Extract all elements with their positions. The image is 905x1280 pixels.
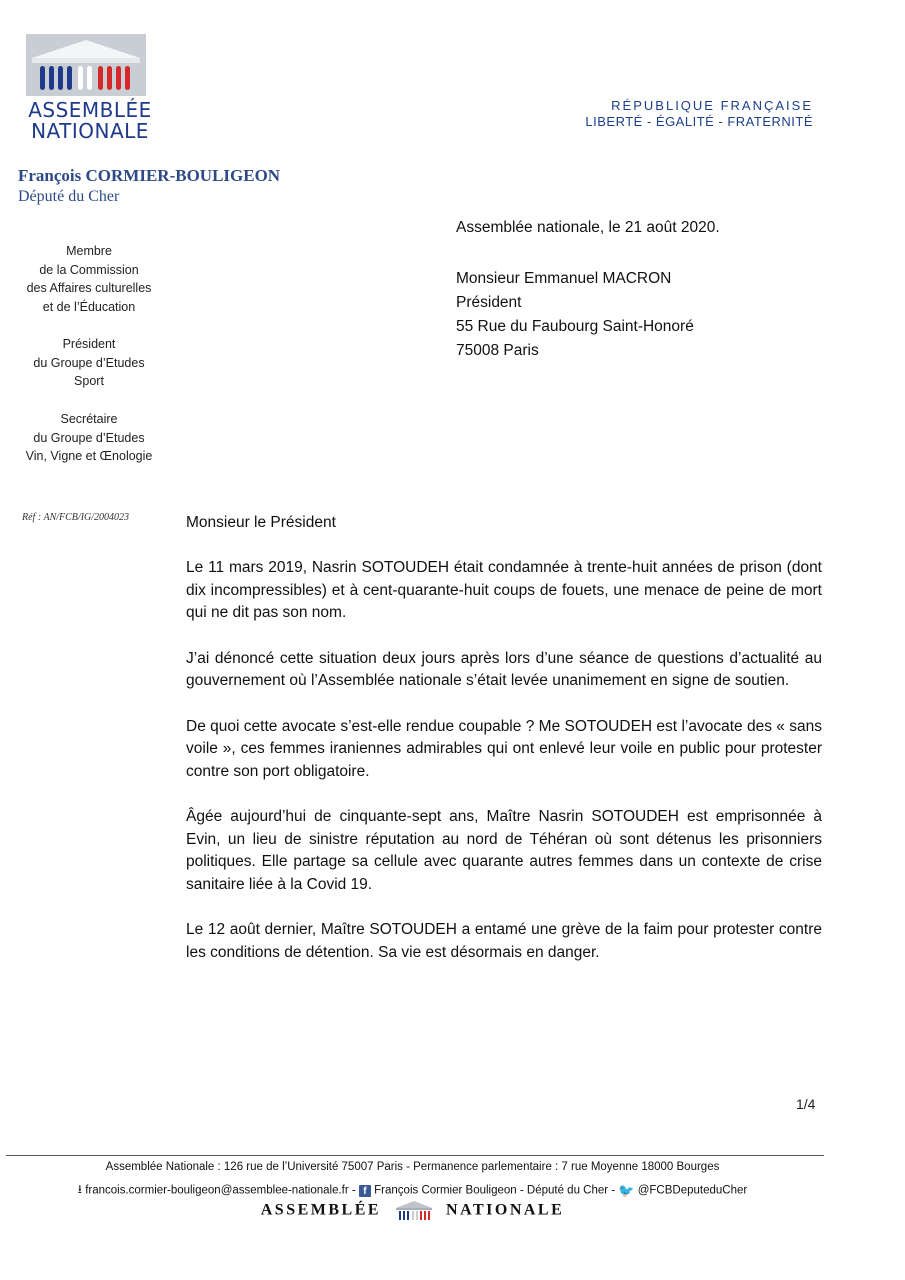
body-paragraph: J’ai dénoncé cette situation deux jours après lors d’une séance de questions d’actualité au gouvernement où l’Assemblée nationale s’était levée unanimement en signe de soutien.	[186, 649, 822, 689]
assemblee-logo-icon	[18, 32, 162, 98]
assemblee-logo	[18, 32, 162, 150]
sidebar-line: Sport	[74, 374, 104, 388]
sidebar-line: de la Commission	[39, 262, 139, 277]
facebook-icon: f	[359, 1185, 371, 1197]
footer-email[interactable]: francois.cormier-bouligeon@assemblee-nationale.fr	[85, 1184, 349, 1197]
page-number: 1/4	[796, 1096, 816, 1112]
republique-line: RÉPUBLIQUE FRANÇAISE	[611, 98, 813, 113]
footer-facebook[interactable]: François Cormier Bouligeon - Député du Cher	[374, 1184, 609, 1197]
sidebar-line: et de l’Éducation	[42, 299, 136, 314]
letter-date: Assemblée nationale, le 21 août 2020.	[456, 219, 720, 236]
sidebar-line: Secrétaire	[60, 412, 118, 426]
footer-brand-right: NATIONALE	[446, 1201, 565, 1219]
body-paragraph: Le 12 août dernier, Maître SOTOUDEH a entamé une grève de la faim pour protester contre les conditions de détention. Sa vie est désormais en danger.	[186, 921, 822, 961]
letter-body	[186, 557, 822, 987]
reference: Réf : AN/FCB/IG/2004023	[22, 512, 130, 523]
sender-title: Député du Cher	[18, 188, 120, 205]
logo-text-line1: ASSEMBLÉE	[28, 98, 152, 122]
footer-contacts	[0, 1180, 825, 1201]
download-icon: ⭳	[77, 1182, 82, 1196]
footer-brand	[0, 1200, 825, 1222]
footer-brand-left: ASSEMBLÉE	[260, 1201, 382, 1219]
recipient-title: Président	[456, 294, 522, 311]
twitter-icon: 🐦	[618, 1182, 635, 1198]
sidebar-role-vin	[18, 410, 160, 466]
recipient-city: 75008 Paris	[456, 342, 539, 359]
assemblee-mini-logo-icon	[394, 1200, 434, 1222]
sidebar-line: des Affaires culturelles	[26, 281, 152, 295]
sidebar-role-sport	[18, 335, 160, 391]
sidebar-line: Président	[62, 337, 116, 351]
footer-separator: -	[351, 1184, 359, 1197]
body-paragraph: De quoi cette avocate s’est-elle rendue coupable ? Me SOTOUDEH est l’avocate des « sans voile », ces femmes iraniennes admirables qui ont enlevé leur voile en public pour protester contre son port obligatoire.	[186, 717, 822, 780]
logo-text-line2: NATIONALE	[31, 119, 149, 143]
salutation: Monsieur le Président	[186, 514, 336, 531]
recipient-name: Monsieur Emmanuel MACRON	[456, 270, 672, 287]
sender-name: François CORMIER-BOULIGEON	[18, 166, 281, 185]
recipient-street: 55 Rue du Faubourg Saint-Honoré	[456, 318, 694, 335]
sidebar-line: du Groupe d’Etudes	[33, 355, 145, 370]
body-paragraph: Âgée aujourd’hui de cinquante-sept ans, Maître Nasrin SOTOUDEH est emprisonnée à Evin, un lieu de sinistre réputation au nord de Téhéran où sont détenus les prisonniers politiques. Elle partage sa cellule avec quarante autres femmes dans un contexte de crise sanitaire liée à la Covid 19.	[186, 808, 822, 893]
footer-separator: -	[611, 1184, 619, 1197]
devise-line: LIBERTÉ - ÉGALITÉ - FRATERNITÉ	[585, 114, 813, 129]
footer-divider	[6, 1155, 824, 1156]
sidebar-role-commission	[18, 242, 160, 316]
body-paragraph: Le 11 mars 2019, Nasrin SOTOUDEH était condamnée à trente-huit années de prison (dont dix incompressibles) et à cent-quarante-huit coups de fouets, une menace de peine de mort qui ne dit pas son nom.	[186, 559, 822, 621]
sidebar-line: du Groupe d’Etudes	[33, 430, 145, 445]
recipient-address	[456, 267, 694, 363]
sidebar-line: Membre	[66, 244, 112, 258]
footer-twitter[interactable]: @FCBDeputeduCher	[637, 1184, 748, 1197]
sidebar-line: Vin, Vigne et Œnologie	[25, 449, 153, 463]
republique-header	[585, 98, 813, 130]
footer-address: Assemblée Nationale : 126 rue de l’Université 75007 Paris - Permanence parlementaire : 7 rue Moyenne 18000 Bourges	[105, 1161, 720, 1173]
